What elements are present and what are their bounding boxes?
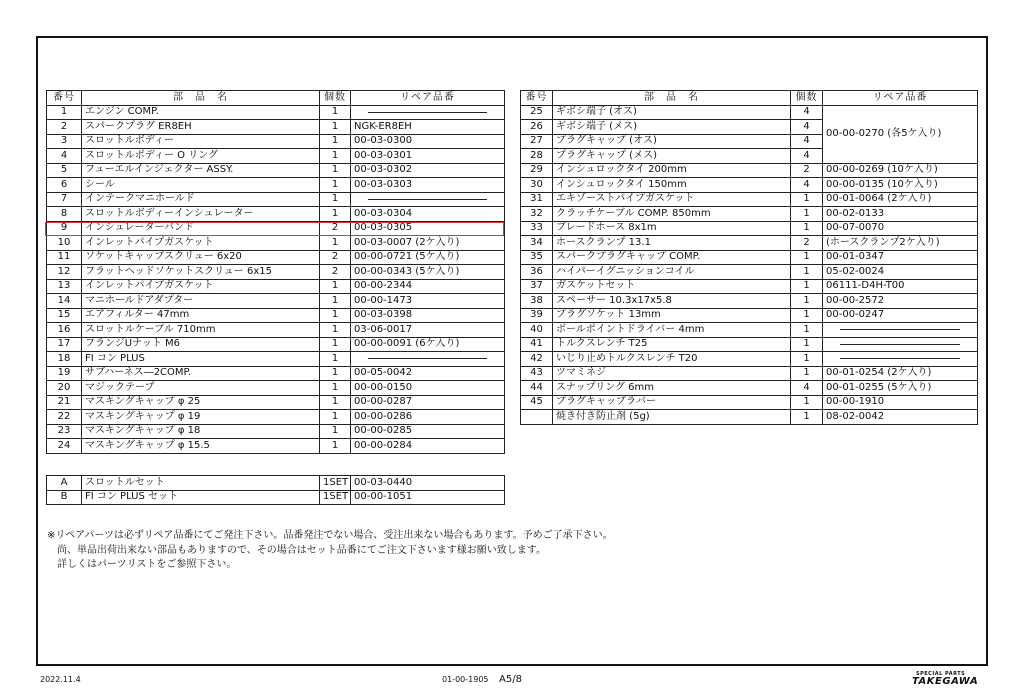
part-name-cell: プラグソケット 13mm [553,308,791,323]
table-row [521,163,978,178]
part-name-cell: エンジン COMP. [82,105,320,120]
no-repair-dash [840,329,960,330]
part-number-cell: 10 [47,236,82,251]
part-name-cell: ガスケットセット [553,279,791,294]
quantity-cell: 4 [791,178,823,193]
quantity-cell: 1 [791,279,823,294]
part-number-cell: 45 [521,395,553,410]
part-name-cell: トルクスレンチ T25 [553,337,791,352]
footer-part-number: 01-00-1905 [442,675,489,684]
quantity-cell: 1 [320,366,351,381]
quantity-cell: 4 [791,149,823,164]
table-row [521,337,978,352]
quantity-cell: 4 [791,105,823,120]
quantity-cell: 1 [320,192,351,207]
part-name-cell: 焼き付き防止剤 (5g) [553,410,791,425]
quantity-cell: 1 [320,279,351,294]
table-row [521,221,978,236]
repair-number-cell [823,352,978,367]
quantity-cell: 1 [320,149,351,164]
repair-number-cell: 00-02-0133 [823,207,978,222]
repair-number-cell: 00-00-0247 [823,308,978,323]
set-name-cell: FI コン PLUS セット [82,490,320,505]
table-row [47,221,505,236]
repair-number-cell: 00-01-0064 (2ケ入り) [823,192,978,207]
parts-table-left [46,90,505,454]
part-number-cell: 24 [47,439,82,454]
quantity-cell: 1 [791,308,823,323]
quantity-cell: 1 [320,352,351,367]
part-name-cell: インシュロックタイ 150mm [553,178,791,193]
part-name-cell: クラッチケーブル COMP. 850mm [553,207,791,222]
part-number-cell: 39 [521,308,553,323]
note-line: 詳しくはパーツリストをご参照下さい。 [47,559,237,570]
repair-number-cell: 03-06-0017 [351,323,505,338]
part-number-cell: 13 [47,279,82,294]
table-row [521,250,978,265]
repair-number-cell: 00-00-0269 (10ケ入り) [823,163,978,178]
footer-date: 2022.11.4 [40,675,81,684]
no-repair-dash [840,358,960,359]
part-name-cell: スパークプラグキャップ COMP. [553,250,791,265]
quantity-cell: 2 [791,236,823,251]
part-name-cell: フューエルインジェクター ASSY. [82,163,320,178]
no-repair-dash [368,199,487,200]
repair-number-cell: 00-00-1473 [351,294,505,309]
part-name-cell: ブレードホース 8x1m [553,221,791,236]
table-row [47,178,505,193]
part-number-cell: 22 [47,410,82,425]
repair-number-cell: 00-05-0042 [351,366,505,381]
set-name-cell: スロットルセット [82,476,320,491]
no-repair-dash [368,112,487,113]
part-name-cell: スロットルボディーインシュレーター [82,207,320,222]
quantity-cell: 1 [320,207,351,222]
table-row [521,410,978,425]
table-row [521,366,978,381]
no-repair-dash [840,344,960,345]
part-name-cell: ボールポイントドライバー 4mm [553,323,791,338]
repair-number-cell: 00-03-0301 [351,149,505,164]
table-row [521,192,978,207]
table-row [521,178,978,193]
header-repair-no: リペア品番 [351,91,505,106]
repair-number-cell: 08-02-0042 [823,410,978,425]
part-name-cell: ソケットキャップスクリュー 6x20 [82,250,320,265]
part-number-cell: 15 [47,308,82,323]
part-number-cell: 7 [47,192,82,207]
repair-number-cell: 00-00-0343 (5ケ入り) [351,265,505,280]
part-name-cell: スロットルケーブル 710mm [82,323,320,338]
quantity-cell: 1 [320,337,351,352]
quantity-cell: 1 [791,250,823,265]
part-name-cell: ホースクランプ 13.1 [553,236,791,251]
part-name-cell: FI コン PLUS [82,352,320,367]
repair-number-cell: 00-00-1910 [823,395,978,410]
logo-wordmark: TAKEGAWA [912,676,979,687]
repair-number-cell [823,323,978,338]
no-repair-dash [368,358,487,359]
part-name-cell: サブハーネス―2COMP. [82,366,320,381]
table-row [47,265,505,280]
repair-number-cell: 00-03-0398 [351,308,505,323]
part-number-cell: 8 [47,207,82,222]
part-name-cell: スロットルボディー [82,134,320,149]
part-number-cell: 29 [521,163,553,178]
repair-number-cell [351,352,505,367]
quantity-cell: 1 [320,236,351,251]
quantity-cell: 1 [791,294,823,309]
part-name-cell: プラグキャップ (オス) [553,134,791,149]
quantity-cell: 4 [791,134,823,149]
table-header-row [47,91,505,106]
part-name-cell: エキゾーストパイプガスケット [553,192,791,207]
part-number-cell: 9 [47,221,82,236]
part-number-cell: 37 [521,279,553,294]
part-number-cell: 5 [47,163,82,178]
repair-number-cell: 00-00-0135 (10ケ入り) [823,178,978,193]
part-number-cell: 16 [47,323,82,338]
repair-number-cell-merged: 00-00-0270 (各5ケ入り) [823,105,978,163]
set-repair-number-cell: 00-03-0440 [351,476,505,491]
part-number-cell: 18 [47,352,82,367]
part-number-cell: 6 [47,178,82,193]
part-name-cell: スロットルボディー O リング [82,149,320,164]
part-number-cell: 23 [47,424,82,439]
part-name-cell: エアフィルター 47mm [82,308,320,323]
quantity-cell: 1 [320,105,351,120]
table-row [521,395,978,410]
part-number-cell: 2 [47,120,82,135]
part-name-cell: スナップリング 6mm [553,381,791,396]
table-row [47,250,505,265]
part-name-cell: インテークマニホールド [82,192,320,207]
part-name-cell: ハイパーイグニッションコイル [553,265,791,280]
part-number-cell: 14 [47,294,82,309]
part-number-cell: 32 [521,207,553,222]
part-name-cell: フラットヘッドソケットスクリュー 6x15 [82,265,320,280]
quantity-cell: 1 [320,178,351,193]
part-number-cell: 38 [521,294,553,309]
part-number-cell: 11 [47,250,82,265]
part-number-cell: 42 [521,352,553,367]
table-row [47,410,505,425]
quantity-cell: 1 [320,323,351,338]
set-repair-number-cell: 00-00-1051 [351,490,505,505]
table-row [521,207,978,222]
part-name-cell: マニホールドアダプター [82,294,320,309]
table-row [47,294,505,309]
part-number-cell: 17 [47,337,82,352]
repair-number-cell [823,337,978,352]
part-number-cell: 1 [47,105,82,120]
part-number-cell: 26 [521,120,553,135]
repair-number-cell: 00-00-2572 [823,294,978,309]
repair-number-cell [351,192,505,207]
quantity-cell: 2 [320,265,351,280]
header-part-name: 部 品 名 [82,91,320,106]
quantity-cell: 4 [791,381,823,396]
table-row [47,323,505,338]
table-row [47,439,505,454]
table-row [47,279,505,294]
repair-number-cell: (ホースクランプ2ケ入り) [823,236,978,251]
header-qty: 個数 [320,91,351,106]
part-number-cell: 31 [521,192,553,207]
note-line: ※リペアパーツは必ずリペア品番にてご発注下さい。品番発注でない場合、受注出来ない場合もあります。予めご了承下さい。 [47,530,613,541]
part-name-cell: ギボシ端子 (メス) [553,120,791,135]
repair-number-cell: 05-02-0024 [823,265,978,280]
repair-number-cell: 00-03-0007 (2ケ入り) [351,236,505,251]
part-name-cell: インシュロックタイ 200mm [553,163,791,178]
quantity-cell: 1 [791,410,823,425]
quantity-cell: 1 [791,395,823,410]
repair-number-cell: 00-03-0303 [351,178,505,193]
table-row [47,105,505,120]
quantity-cell: 2 [320,250,351,265]
set-quantity-cell: 1SET [320,476,351,491]
table-row [521,352,978,367]
repair-number-cell: 00-01-0255 (5ケ入り) [823,381,978,396]
part-name-cell: シール [82,178,320,193]
repair-number-cell: 00-00-2344 [351,279,505,294]
set-row [47,490,505,505]
part-number-cell: 19 [47,366,82,381]
repair-number-cell: 00-00-0150 [351,381,505,396]
quantity-cell: 1 [320,134,351,149]
part-number-cell: 4 [47,149,82,164]
part-number-cell: 25 [521,105,553,120]
table-row [47,337,505,352]
part-number-cell: 44 [521,381,553,396]
table-row [521,265,978,280]
part-number-cell: 33 [521,221,553,236]
part-number-cell: 28 [521,149,553,164]
quantity-cell: 1 [791,323,823,338]
table-header-row [521,91,978,106]
quantity-cell: 1 [791,192,823,207]
table-row [47,207,505,222]
table-row [47,134,505,149]
repair-number-cell: 00-00-0721 (5ケ入り) [351,250,505,265]
quantity-cell: 1 [320,294,351,309]
part-number-cell: 34 [521,236,553,251]
logo-tagline: SPECIAL PARTS [916,671,966,677]
part-name-cell: いじり止めトルクスレンチ T20 [553,352,791,367]
header-qty: 個数 [791,91,823,106]
part-name-cell: ギボシ端子 (オス) [553,105,791,120]
table-row [521,279,978,294]
quantity-cell: 1 [791,366,823,381]
part-number-cell [521,410,553,425]
repair-number-cell: NGK-ER8EH [351,120,505,135]
table-row [47,120,505,135]
quantity-cell: 1 [791,265,823,280]
table-row [47,366,505,381]
set-row [47,476,505,491]
repair-number-cell [351,105,505,120]
quantity-cell: 1 [791,207,823,222]
quantity-cell: 1 [320,439,351,454]
repair-number-cell: 00-01-0347 [823,250,978,265]
header-part-name: 部 品 名 [553,91,791,106]
part-name-cell: マスキングキャップ φ 25 [82,395,320,410]
repair-number-cell: 00-00-0284 [351,439,505,454]
part-name-cell: インレットパイプガスケット [82,236,320,251]
quantity-cell: 1 [320,410,351,425]
quantity-cell: 1 [320,381,351,396]
repair-number-cell: 00-07-0070 [823,221,978,236]
note-line: 尚、単品出荷出来ない部品もありますので、その場合はセット品番にてご注文下さいます様お願い致します。 [47,544,546,556]
part-name-cell: ツマミネジ [553,366,791,381]
repair-number-cell: 00-00-0287 [351,395,505,410]
repair-number-cell: 00-03-0305 [351,221,505,236]
set-parts-table [46,475,505,505]
quantity-cell: 2 [791,163,823,178]
quantity-cell: 1 [791,352,823,367]
part-number-cell: 35 [521,250,553,265]
table-row [47,352,505,367]
table-row [47,381,505,396]
footer-page-number: A5/8 [499,674,522,685]
table-row [47,395,505,410]
repair-number-cell: 00-03-0304 [351,207,505,222]
repair-number-cell: 00-00-0286 [351,410,505,425]
part-name-cell: マジックテープ [82,381,320,396]
part-number-cell: 27 [521,134,553,149]
quantity-cell: 1 [320,163,351,178]
header-repair-no: リペア品番 [823,91,978,106]
repair-number-cell: 00-00-0285 [351,424,505,439]
part-name-cell: マスキングキャップ φ 15.5 [82,439,320,454]
quantity-cell: 1 [320,120,351,135]
part-name-cell: インシュレーターバンド [82,221,320,236]
part-number-cell: 40 [521,323,553,338]
quantity-cell: 1 [320,395,351,410]
repair-number-cell: 00-01-0254 (2ケ入り) [823,366,978,381]
part-name-cell: マスキングキャップ φ 18 [82,424,320,439]
part-name-cell: スペーサー 10.3x17x5.8 [553,294,791,309]
part-number-cell: 20 [47,381,82,396]
takegawa-logo [912,671,984,689]
set-quantity-cell: 1SET [320,490,351,505]
set-id-cell: B [47,490,82,505]
part-name-cell: プラグキャップ (メス) [553,149,791,164]
part-name-cell: マスキングキャップ φ 19 [82,410,320,425]
repair-number-cell: 00-03-0302 [351,163,505,178]
table-row [47,308,505,323]
quantity-cell: 1 [320,308,351,323]
set-id-cell: A [47,476,82,491]
quantity-cell: 1 [791,221,823,236]
table-row [47,192,505,207]
table-row [521,308,978,323]
quantity-cell: 4 [791,120,823,135]
table-row [47,424,505,439]
part-name-cell: インレットパイプガスケット [82,279,320,294]
part-name-cell: フランジUナット M6 [82,337,320,352]
header-no: 番号 [47,91,82,106]
quantity-cell: 1 [791,337,823,352]
header-no: 番号 [521,91,553,106]
part-number-cell: 41 [521,337,553,352]
table-row [521,381,978,396]
table-row [521,323,978,338]
table-row [521,105,978,120]
part-number-cell: 43 [521,366,553,381]
part-number-cell: 21 [47,395,82,410]
parts-table-right [520,90,978,425]
table-row [521,236,978,251]
part-number-cell: 36 [521,265,553,280]
repair-number-cell: 00-03-0300 [351,134,505,149]
repair-number-cell: 06111-D4H-T00 [823,279,978,294]
quantity-cell: 2 [320,221,351,236]
table-row [47,236,505,251]
table-row [521,294,978,309]
part-name-cell: スパークプラグ ER8EH [82,120,320,135]
part-number-cell: 3 [47,134,82,149]
part-name-cell: プラグキャップラバー [553,395,791,410]
table-row [47,163,505,178]
table-row [47,149,505,164]
repair-notes [47,529,613,573]
quantity-cell: 1 [320,424,351,439]
repair-number-cell: 00-00-0091 (6ケ入り) [351,337,505,352]
part-number-cell: 12 [47,265,82,280]
part-number-cell: 30 [521,178,553,193]
